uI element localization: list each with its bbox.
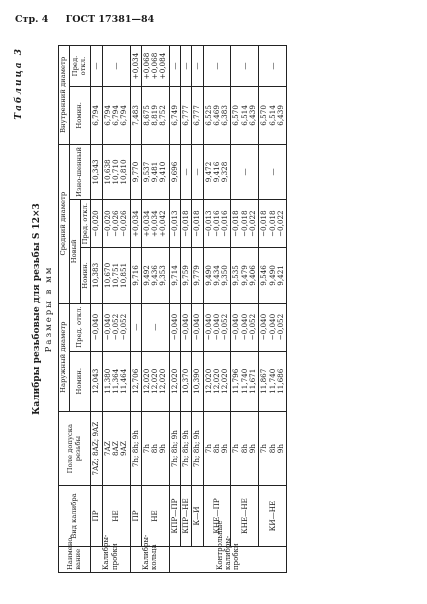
cell-o_nom: 12,020 xyxy=(169,351,180,411)
cell-o_dev: — xyxy=(141,303,169,351)
cell-tol: 7AZ 8AZ 9AZ xyxy=(102,411,130,486)
cell-i_dev: — xyxy=(192,46,203,87)
cell-type: НЕ xyxy=(141,486,169,546)
cell-m_dev: −0,018 −0,018 −0,022 xyxy=(259,200,287,248)
table-title: Калибры резьбовые для резьбы S 12×3 xyxy=(32,203,42,415)
col-type: Вид калибра xyxy=(59,486,91,546)
col-inner: Внутренний диаметр xyxy=(59,46,70,145)
group-label-rings: Калибры-кольца xyxy=(130,546,169,572)
cell-type: КНЕ—ПР xyxy=(203,486,231,546)
cell-type: ПР xyxy=(130,486,141,546)
cell-m_nom: 9,490 9,434 9,350 xyxy=(203,248,231,303)
cell-m_nom: 9,716 xyxy=(130,248,141,303)
table-row xyxy=(231,46,259,573)
cell-o_dev: −0,040 xyxy=(180,303,191,351)
cell-m_dev: −0,018 xyxy=(180,200,191,248)
col-outer-dev: Пред. откл. xyxy=(69,303,91,351)
cell-i_nom: 6,777 xyxy=(192,87,203,145)
cell-m_dev: −0,018 xyxy=(192,200,203,248)
cell-tol: 7h 8h 9h xyxy=(141,411,169,486)
cell-i_nom: 6,794 xyxy=(91,87,102,145)
cell-o_nom: 11,867 11,740 11,686 xyxy=(259,351,287,411)
cell-m_nom: 10,670 10,751 10,851 xyxy=(102,248,130,303)
cell-o_dev: −0,040 −0,040 −0,052 xyxy=(231,303,259,351)
cell-i_dev: — xyxy=(91,46,102,87)
cell-worn: 9,537 9,481 9,410 xyxy=(141,144,169,199)
col-mid-nom: Номин. xyxy=(80,248,91,303)
table-row xyxy=(259,46,287,573)
col-mid-dev: Пред. откл. xyxy=(80,200,91,248)
col-mid-worn: Изно-шенный xyxy=(69,144,91,199)
cell-worn: — xyxy=(192,144,203,199)
col-name: Наимено-вание xyxy=(59,546,91,572)
cell-m_dev: −0,020 −0,026 −0,026 xyxy=(102,200,130,248)
cell-i_dev: — xyxy=(259,46,287,87)
cell-o_nom: 10,390 xyxy=(192,351,203,411)
cell-o_nom: 11,796 11,740 11,671 xyxy=(231,351,259,411)
col-outer-nom: Номин. xyxy=(69,351,91,411)
col-inner-nom: Номин. xyxy=(69,87,91,145)
cell-worn: — xyxy=(231,144,259,199)
cell-type: ПР xyxy=(91,486,102,546)
col-tolerance: Поле допуска резьбы xyxy=(59,411,91,486)
cell-i_nom: 8,675 8,819 8,752 xyxy=(141,87,169,145)
cell-m_dev: +0,034 +0,034 +0,042 xyxy=(141,200,169,248)
cell-o_dev: −0,040 −0,040 −0,052 xyxy=(203,303,231,351)
cell-o_nom: 12,020 12,020 12,020 xyxy=(203,351,231,411)
cell-i_nom: 6,570 6,514 6,439 xyxy=(231,87,259,145)
cell-type: К—И xyxy=(192,486,203,546)
cell-m_nom: 9,759 xyxy=(180,248,191,303)
cell-m_nom: 9,779 xyxy=(192,248,203,303)
table-row xyxy=(203,46,231,573)
cell-tol: 7h 8h 9h xyxy=(203,411,231,486)
col-inner-dev: Пред. откл. xyxy=(69,46,91,87)
cell-tol: 7AZ; 8AZ; 9AZ xyxy=(91,411,102,486)
cell-m_nom: 9,714 xyxy=(169,248,180,303)
cell-i_dev: — xyxy=(169,46,180,87)
cell-tol: 7h; 8h; 9h xyxy=(192,411,203,486)
cell-i_nom: 6,525 6,469 6,383 xyxy=(203,87,231,145)
cell-i_dev: — xyxy=(180,46,191,87)
cell-i_dev: — xyxy=(203,46,231,87)
cell-o_nom: 12,043 xyxy=(91,351,102,411)
cell-type: КИ—НЕ xyxy=(259,486,287,546)
rotated-table-block xyxy=(14,45,398,573)
cell-i_nom: 6,794 6,794 6,794 xyxy=(102,87,130,145)
table-row xyxy=(141,46,169,573)
group-label-plugs: Калибры-пробки xyxy=(91,546,130,572)
cell-i_dev: +0,068 +0,068 +0,084 xyxy=(141,46,169,87)
cell-m_nom: 9,546 9,490 9,421 xyxy=(259,248,287,303)
cell-worn: 10,343 xyxy=(91,144,102,199)
cell-i_dev: +0,034 xyxy=(130,46,141,87)
cell-tol: 7h; 8h; 9h xyxy=(130,411,141,486)
cell-worn: — xyxy=(180,144,191,199)
table-subtitle: Размеры в мм xyxy=(44,265,54,353)
cell-worn: 9,696 xyxy=(169,144,180,199)
col-outer: Наружный диаметр xyxy=(59,303,70,411)
cell-tol: 7h 8h 9h xyxy=(259,411,287,486)
table-row xyxy=(192,46,203,573)
cell-m_dev: −0,013 xyxy=(169,200,180,248)
cell-type: НЕ xyxy=(102,486,130,546)
cell-worn: — xyxy=(259,144,287,199)
cell-m_dev: −0,020 xyxy=(91,200,102,248)
cell-type: КНЕ—НЕ xyxy=(231,486,259,546)
table-label: Таблица 3 xyxy=(14,47,24,120)
cell-worn: 9,770 xyxy=(130,144,141,199)
cell-i_nom: 6,749 xyxy=(169,87,180,145)
cell-i_dev: — xyxy=(231,46,259,87)
cell-o_dev: −0,040 xyxy=(91,303,102,351)
col-mid: Средний диаметр xyxy=(59,144,70,303)
cell-o_dev: −0,040 xyxy=(169,303,180,351)
cell-m_nom: 9,492 9,436 9,353 xyxy=(141,248,169,303)
page-header xyxy=(15,14,168,25)
table-row xyxy=(130,46,141,573)
cell-i_nom: 6,570 6,514 6,439 xyxy=(259,87,287,145)
cell-m_dev: +0,034 xyxy=(130,200,141,248)
cell-type: КПР—ПР xyxy=(169,486,180,546)
cell-tol: 7h 8h 9h xyxy=(231,411,259,486)
cell-i_nom: 6,777 xyxy=(180,87,191,145)
cell-tol: 7h; 8h; 9h xyxy=(180,411,191,486)
cell-m_dev: −0,018 −0,018 −0,022 xyxy=(231,200,259,248)
group-label-control: Контрольные калибры-пробки xyxy=(169,546,286,572)
cell-i_nom: 7,483 xyxy=(130,87,141,145)
cell-worn: 9,472 9,416 9,328 xyxy=(203,144,231,199)
gauge-table xyxy=(58,45,287,573)
cell-o_dev: −0,040 xyxy=(192,303,203,351)
cell-m_dev: −0,013 −0,016 −0,016 xyxy=(203,200,231,248)
col-mid-new: Новый xyxy=(69,200,80,303)
cell-o_nom: 10,370 xyxy=(180,351,191,411)
table-row xyxy=(169,46,180,573)
cell-m_nom: 9,535 9,479 9,406 xyxy=(231,248,259,303)
cell-worn: 10,638 10,710 10,810 xyxy=(102,144,130,199)
cell-o_dev: −0,040 −0,052 −0,052 xyxy=(102,303,130,351)
cell-i_dev: — xyxy=(102,46,130,87)
cell-o_dev: — xyxy=(130,303,141,351)
cell-tol: 7h; 8h; 9h xyxy=(169,411,180,486)
table-row xyxy=(91,46,102,573)
page-number: Стр. 4 xyxy=(15,14,49,25)
cell-o_nom: 11,380 11,364 11,464 xyxy=(102,351,130,411)
table-row xyxy=(102,46,130,573)
cell-o_nom: 12,706 xyxy=(130,351,141,411)
cell-o_dev: −0,040 −0,040 −0,052 xyxy=(259,303,287,351)
standard-code: ГОСТ 17381—84 xyxy=(65,14,155,25)
table-row xyxy=(180,46,191,573)
cell-o_nom: 12,020 12,020 12,020 xyxy=(141,351,169,411)
cell-m_nom: 10,383 xyxy=(91,248,102,303)
cell-type: КПР—НЕ xyxy=(180,486,191,546)
